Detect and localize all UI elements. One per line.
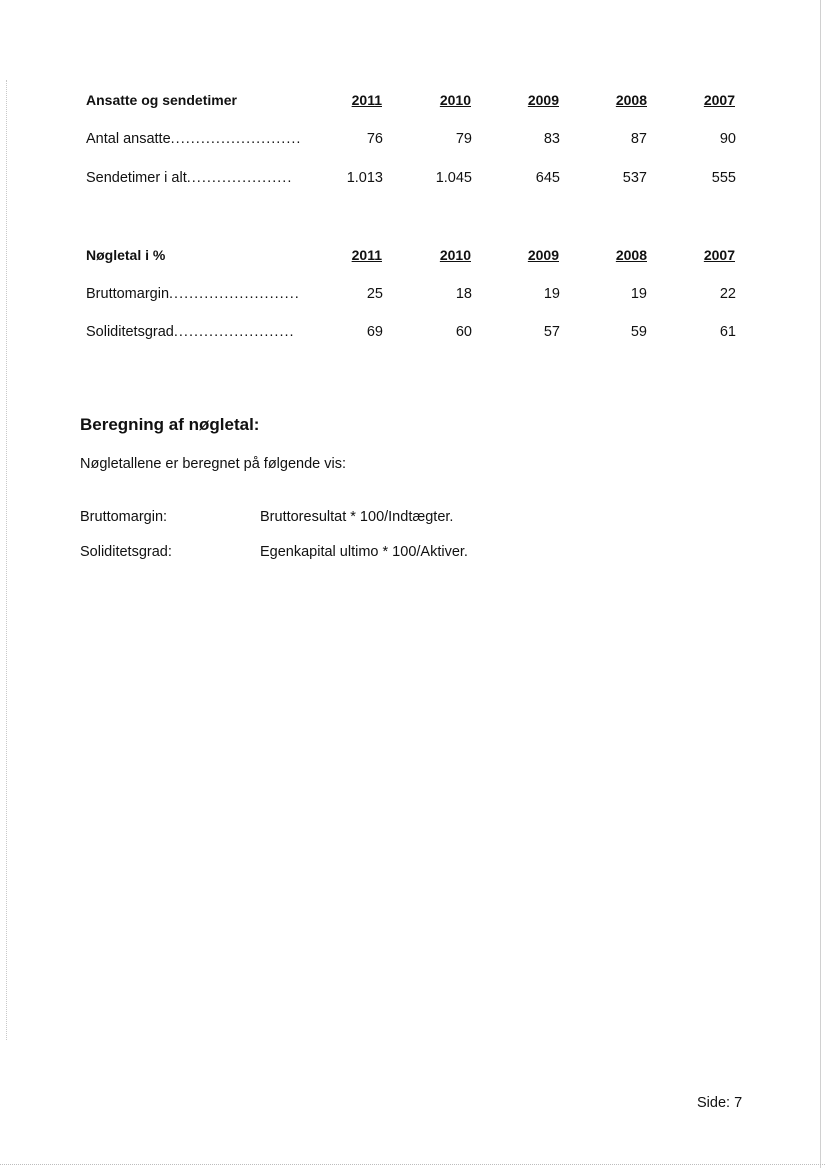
table-cell: 19 (543, 286, 560, 302)
table-cell: 61 (719, 324, 736, 340)
table-row (0, 168, 825, 188)
leader-dots: .......................... (170, 131, 302, 147)
table-cell: 1.045 (435, 170, 472, 186)
table-cell: 19 (630, 286, 647, 302)
section-heading: Beregning af nøgletal: (80, 415, 260, 434)
table-header-row (0, 245, 825, 265)
table-title: Nøgletal i % (86, 247, 166, 263)
table-cell: 18 (455, 286, 472, 302)
intro-text: Nøgletallene er beregnet på følgende vis: (80, 456, 346, 472)
year-header: 2007 (703, 92, 735, 108)
formula-label: Bruttomargin: (80, 509, 168, 525)
scan-edge-left (6, 80, 7, 1040)
leader-dots: ........................ (173, 324, 295, 340)
year-header: 2008 (615, 92, 647, 108)
table-cell: 76 (366, 131, 383, 147)
year-header: 2007 (703, 247, 735, 263)
table-cell: 59 (630, 324, 647, 340)
table-cell: 555 (711, 170, 736, 186)
table-cell: 79 (455, 131, 472, 147)
year-header: 2008 (615, 247, 647, 263)
table-row (0, 284, 825, 304)
formula-definition: Bruttoresultat * 100/Indtægter. (260, 509, 454, 525)
scan-edge-bottom (0, 1164, 825, 1165)
year-header: 2010 (439, 92, 471, 108)
table-cell: 60 (455, 324, 472, 340)
formula-label: Soliditetsgrad: (80, 544, 172, 560)
year-header: 2011 (351, 247, 382, 263)
row-label: Soliditetsgrad........................ (86, 324, 295, 340)
year-header: 2011 (351, 92, 382, 108)
table-cell: 25 (366, 286, 383, 302)
leader-dots: ..................... (186, 170, 293, 186)
table-title: Ansatte og sendetimer (86, 92, 237, 108)
row-label: Sendetimer i alt..................... (86, 170, 293, 186)
table-cell: 1.013 (346, 170, 383, 186)
table-cell: 90 (719, 131, 736, 147)
table-cell: 537 (622, 170, 647, 186)
leader-dots: .......................... (169, 286, 300, 302)
year-header: 2010 (439, 247, 471, 263)
row-label: Antal ansatte.......................... (86, 131, 302, 147)
table-cell: 69 (366, 324, 383, 340)
table-row (0, 129, 825, 149)
table-row (0, 322, 825, 342)
table-cell: 22 (719, 286, 736, 302)
year-header: 2009 (527, 92, 559, 108)
table-header-row (0, 90, 825, 110)
table-cell: 83 (543, 131, 560, 147)
page-number: Side: 7 (697, 1095, 743, 1111)
year-header: 2009 (527, 247, 559, 263)
table-cell: 645 (535, 170, 560, 186)
row-label: Bruttomargin.......................... (86, 286, 300, 302)
table-cell: 87 (630, 131, 647, 147)
formula-definition: Egenkapital ultimo * 100/Aktiver. (260, 544, 468, 560)
table-cell: 57 (543, 324, 560, 340)
